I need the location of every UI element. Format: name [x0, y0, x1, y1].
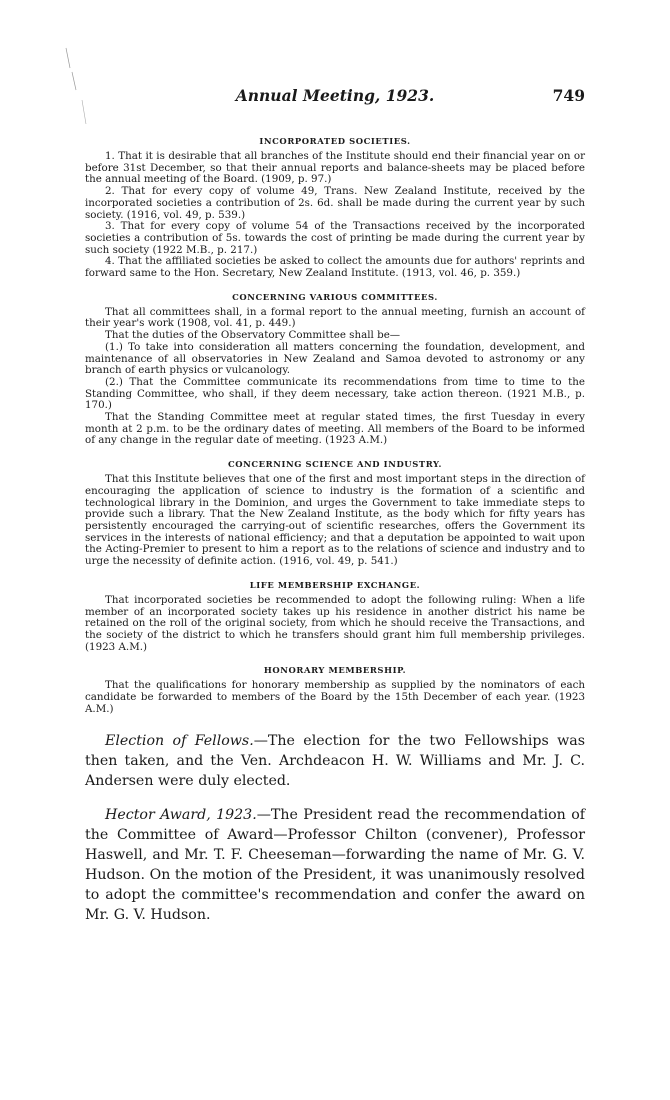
paragraph: 1. That it is desirable that all branches of the Institute should end their financial year on or before 31st December, so that their annual reports and balance-sheets may be placed before the annual meeting of the Board. (1909, p. 97.)	[85, 150, 585, 186]
paragraph	[85, 731, 585, 791]
section-heading: CONCERNING SCIENCE AND INDUSTRY.	[227, 459, 443, 470]
section-concerning-various-committees	[85, 292, 585, 447]
paragraph: 4. That the affiliated societies be asked to collect the amounts due for authors' reprints and forward same to the Hon. Secretary, New Zealand Institute. (1913, vol. 46, p. 359.)	[85, 255, 585, 280]
running-title: Annual Meeting, 1923.	[235, 86, 435, 105]
section-incorporated-societies	[85, 136, 585, 280]
section-concerning-science-and-industry	[85, 459, 585, 568]
paragraph-body: —The President read the recommendation of the Committee of Award—Professor Chilton (convener), Professor Haswell, and Mr. T. F. Cheeseman—forwarding the name of Mr. G. V. Hudson. On the motion of the President, it was unanimously resolved to adopt the committee's recommendation and confer the award on Mr. G. V. Hudson.	[85, 807, 585, 924]
section-heading: INCORPORATED SOCIETIES.	[259, 136, 411, 146]
section-heading: LIFE MEMBERSHIP EXCHANGE.	[249, 579, 421, 590]
paragraph: (1.) To take into consideration all matters concerning the foundation, development, and maintenance of all observatories in New Zealand and Samoa devoted to astronomy or any branch of earth physics or vulcanology.	[85, 340, 585, 377]
section-heading: CONCERNING VARIOUS COMMITTEES.	[232, 291, 438, 302]
paragraph: 3. That for every copy of volume 54 of the Transactions received by the incorporated societies a contribution of 5s. towards the cost of printing be made during the current year by such society (1922 M.B., p. 217.)	[85, 220, 585, 256]
paragraph-lead: Hector Award, 1923.	[105, 807, 257, 824]
paragraph-lead: Election of Fellows.	[105, 733, 254, 750]
paragraph: That the Standing Committee meet at regular stated times, the first Tuesday in every month at 2 p.m. to be the ordinary dates of meeting. All members of the Board to be informed of any change in the regular date of meeting. (1923 A.M.)	[85, 411, 585, 447]
paragraph: That the duties of the Observatory Committee shall be—	[105, 329, 401, 342]
paragraph: 2. That for every copy of volume 49, Trans. New Zealand Institute, received by the incorporated societies a contribution of 2s. 6d. shall be made during the current year by such society. (1916, vol. 49, p. 539.)	[85, 185, 585, 221]
paragraph: That this Institute believes that one of the first and most important steps in the direction of encouraging the application of science to industry is the formation of a scientific and technological library in the Dominion, and urges the Government to take immediate steps to provide such a library. That the New Zealand Institute, as the body which for fifty years has persistently encouraged the carrying-out of scientific researches, offers the Government its services in the interests of national efficiency; and that a deputation be appointed to wait upon the Acting-Premier to present to him a report as to the relations of science and industry and to urge the necessity of definite action. (1916, vol. 49, p. 541.)	[85, 473, 585, 568]
running-head	[85, 86, 585, 110]
section-heading: HONORARY MEMBERSHIP.	[263, 665, 407, 676]
paragraph: That incorporated societies be recommended to adopt the following ruling: When a life member of an incorporated society takes up his residence in another district his name be retained on the roll of the original society, from which he should receive the Transactions, and the society of the district to which he transfers should grant him full membership privileges. (1923 A.M.)	[85, 593, 585, 653]
section-honorary-membership	[85, 665, 585, 715]
document-page	[85, 86, 585, 925]
paragraph: (2.) That the Committee communicate its recommendations from time to time to the Standing Committee, who shall, if they deem necessary, take action thereon. (1921 M.B., p. 170.)	[85, 375, 585, 412]
paragraph: That the qualifications for honorary membership as supplied by the nominators of each candidate be forwarded to members of the Board by the 15th December of each year. (1923 A.M.)	[85, 679, 585, 715]
section-life-membership-exchange	[85, 580, 585, 654]
page-number: 749	[552, 86, 585, 105]
election-of-fellows	[85, 731, 585, 791]
hector-award	[85, 805, 585, 925]
paragraph: That all committees shall, in a formal report to the annual meeting, furnish an account of their year's work (1908, vol. 41, p. 449.)	[85, 305, 585, 330]
paragraph	[85, 805, 585, 925]
paragraph-body: —The election for the two Fellowships was then taken, and the Ven. Archdeacon H. W. Williams and Mr. J. C. Andersen were duly elected.	[85, 733, 586, 790]
